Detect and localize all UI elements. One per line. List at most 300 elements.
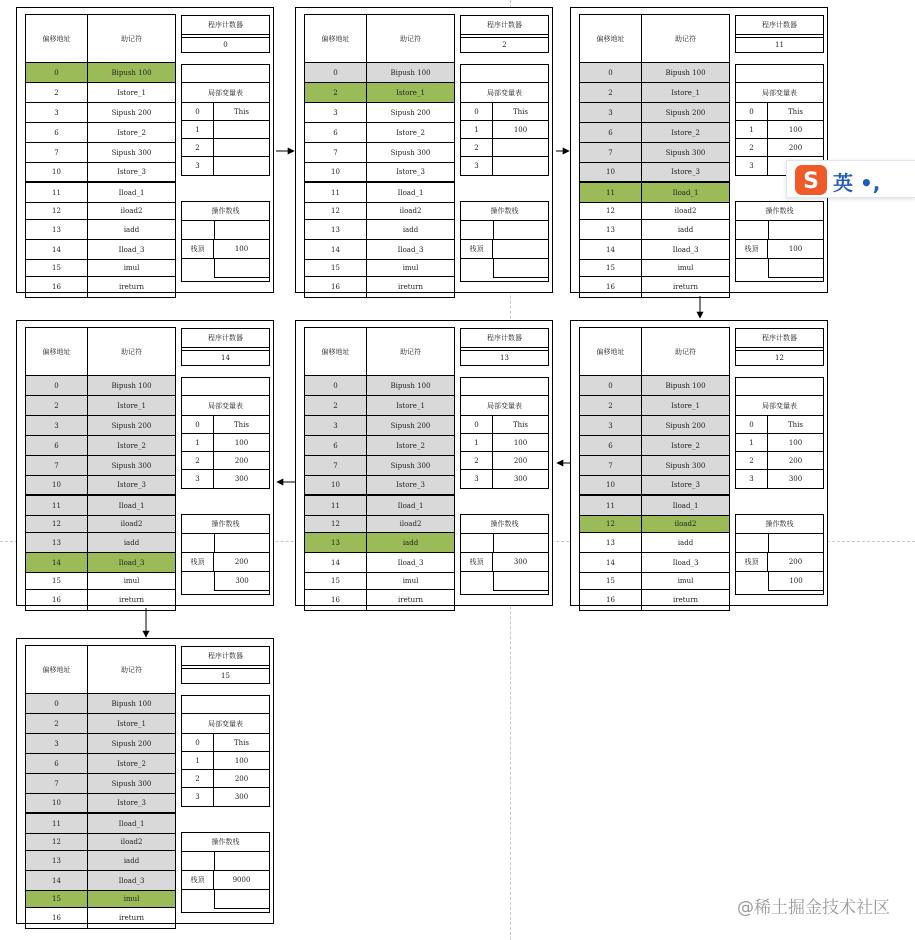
instruction-row	[26, 183, 175, 203]
instruction-mnemonic: imul	[402, 577, 419, 585]
local-slot-value: 200	[788, 456, 803, 465]
instruction-mnemonic: iadd	[367, 533, 454, 552]
instruction-row	[26, 734, 175, 754]
stack-top-label: 栈顶	[182, 552, 214, 572]
instruction-row	[580, 240, 729, 260]
instruction-offset: 15	[305, 260, 367, 276]
program-counter	[735, 15, 824, 53]
instruction-row	[305, 436, 454, 456]
stack-top-label: 栈顶	[182, 870, 214, 890]
svg-text:S: S	[803, 169, 819, 194]
instruction-mnemonic: imul	[88, 891, 175, 907]
operand-stack	[460, 514, 549, 595]
operand-stack-grid	[736, 534, 823, 595]
instruction-mnemonic: Istore_3	[396, 168, 425, 176]
header-mnemonic: 助记符	[121, 665, 142, 674]
local-variable-slot	[461, 121, 548, 139]
instruction-mnemonic: Istore_3	[88, 476, 175, 494]
instruction-offset: 10	[26, 476, 88, 494]
instruction-offset: 3	[26, 734, 88, 753]
local-slot-index: 0	[736, 103, 768, 120]
bytecode-header	[26, 328, 175, 376]
operand-stack	[460, 201, 549, 282]
instruction-row-current	[26, 553, 175, 573]
local-slot-index: 3	[736, 470, 768, 488]
local-variable-slot	[736, 452, 823, 470]
instruction-row	[580, 590, 729, 610]
instruction-offset: 3	[580, 416, 642, 435]
instruction-mnemonic: iload2	[674, 207, 697, 215]
stack-top-label: 栈顶	[461, 552, 493, 572]
instruction-mnemonic: Sipush 200	[390, 108, 431, 117]
instruction-row	[305, 573, 454, 590]
instruction-offset: 2	[305, 83, 367, 102]
instruction-row	[580, 163, 729, 183]
instruction-mnemonic: Sipush 200	[88, 734, 175, 753]
local-slot-value	[493, 139, 548, 156]
stack-slot-below: 100	[768, 571, 823, 591]
instruction-mnemonic: iload2	[367, 516, 454, 532]
local-slot-index: 0	[182, 734, 214, 751]
local-slot-value	[214, 139, 269, 156]
instruction-row	[26, 814, 175, 834]
operand-stack	[181, 514, 270, 595]
local-variable-table-top	[182, 378, 269, 396]
instruction-mnemonic: ireturn	[119, 596, 144, 604]
stack-frame-line	[493, 534, 494, 552]
instruction-offset: 2	[26, 396, 88, 415]
local-variable-table-title: 局部变量表	[461, 83, 548, 103]
instruction-offset: 15	[580, 573, 642, 589]
instruction-mnemonic: iload2	[399, 207, 422, 215]
instruction-mnemonic: Sipush 200	[111, 108, 152, 117]
instruction-offset: 0	[26, 63, 88, 82]
stack-frame-line	[214, 852, 215, 870]
instruction-row-current	[305, 83, 454, 103]
instruction-offset: 6	[305, 123, 367, 142]
instruction-offset: 16	[305, 277, 367, 297]
operand-stack-title: 操作数栈	[461, 202, 548, 221]
local-slot-index: 2	[182, 452, 214, 469]
instruction-mnemonic: Bipush 100	[642, 63, 729, 82]
instruction-offset: 3	[305, 103, 367, 122]
program-counter-title: 程序计数器	[182, 16, 269, 35]
bytecode-table	[579, 327, 730, 611]
instruction-row	[26, 83, 175, 103]
instruction-row	[580, 83, 729, 103]
instruction-row	[26, 714, 175, 734]
instruction-row	[305, 456, 454, 476]
instruction-mnemonic: ireturn	[398, 283, 423, 291]
program-counter	[735, 328, 824, 366]
local-slot-index: 1	[736, 434, 768, 451]
instruction-offset: 13	[26, 220, 88, 239]
instruction-row	[305, 590, 454, 610]
instruction-row	[26, 123, 175, 143]
local-slot-value: This	[512, 107, 528, 116]
instruction-row	[305, 123, 454, 143]
operand-stack	[181, 201, 270, 282]
local-slot-index: 2	[736, 139, 768, 156]
local-variable-table-top	[736, 378, 823, 396]
stack-top-label: 栈顶	[736, 239, 768, 259]
instruction-row	[305, 516, 454, 533]
stack-slot-top: 100	[214, 239, 269, 259]
program-counter-title: 程序计数器	[736, 329, 823, 348]
local-variable-slot	[182, 434, 269, 452]
local-variable-slot	[182, 416, 269, 434]
instruction-offset: 15	[305, 573, 367, 589]
header-mnemonic: 助记符	[675, 34, 696, 43]
instruction-mnemonic: Iload_3	[672, 558, 699, 567]
instruction-row	[26, 851, 175, 871]
local-variable-slot	[461, 103, 548, 121]
local-slot-value: 300	[788, 475, 803, 483]
instruction-row	[305, 496, 454, 516]
ime-mode-label[interactable]: 英 •,	[833, 171, 881, 195]
header-mnemonic: 助记符	[675, 347, 696, 356]
bytecode-header	[26, 15, 175, 63]
stack-slot-top: 200	[768, 552, 823, 572]
local-slot-value	[493, 157, 548, 175]
instruction-mnemonic: Bipush 100	[88, 694, 175, 713]
local-slot-value: This	[512, 420, 528, 429]
instruction-mnemonic: ireturn	[673, 283, 698, 291]
instruction-mnemonic: Istore_3	[88, 794, 175, 812]
instruction-row	[26, 163, 175, 183]
frame-step-pc-15	[16, 638, 274, 924]
instruction-mnemonic: Istore_1	[117, 88, 146, 97]
instruction-row	[26, 396, 175, 416]
instruction-mnemonic: iadd	[123, 225, 140, 234]
instruction-mnemonic: Iload_1	[88, 496, 175, 515]
instruction-row	[26, 794, 175, 814]
program-counter-title: 程序计数器	[461, 16, 548, 35]
stack-slot-top: 300	[493, 552, 548, 572]
local-variable-slot	[182, 470, 269, 488]
instruction-offset: 12	[580, 516, 642, 532]
local-slot-value: 200	[234, 774, 249, 783]
local-variable-table-title: 局部变量表	[461, 396, 548, 416]
instruction-offset: 3	[580, 103, 642, 122]
local-slot-index: 3	[182, 157, 214, 175]
program-counter-value: 12	[775, 354, 784, 362]
header-offset-address: 偏移地址	[26, 646, 88, 693]
instruction-offset: 16	[580, 590, 642, 610]
header-mnemonic: 助记符	[400, 347, 421, 356]
operand-stack-grid	[182, 534, 269, 595]
local-variable-slot	[182, 452, 269, 470]
instruction-mnemonic: Bipush 100	[642, 376, 729, 395]
instruction-offset: 6	[305, 436, 367, 455]
stack-top-label: 栈顶	[182, 239, 214, 259]
instruction-offset: 15	[26, 573, 88, 589]
local-variable-table-top	[182, 65, 269, 83]
instruction-row	[305, 416, 454, 436]
local-slot-value	[214, 157, 269, 175]
stack-slot-below	[493, 258, 548, 278]
instruction-mnemonic: Iload_3	[397, 245, 424, 254]
local-slot-value: 200	[513, 456, 528, 465]
instruction-mnemonic: Sipush 300	[642, 143, 729, 162]
program-counter-value: 14	[221, 354, 230, 362]
bytecode-table	[25, 645, 176, 929]
program-counter	[181, 15, 270, 53]
operand-stack-grid	[182, 221, 269, 282]
stack-frame-line	[214, 221, 215, 239]
operand-stack-title: 操作数栈	[736, 515, 823, 534]
operand-stack	[735, 514, 824, 595]
instruction-mnemonic: Iload_1	[118, 188, 145, 197]
instruction-offset: 6	[26, 123, 88, 142]
instruction-offset: 15	[26, 891, 88, 907]
instruction-mnemonic: Sipush 300	[390, 148, 431, 157]
local-variable-slot	[461, 452, 548, 470]
stack-slot-below	[493, 571, 548, 591]
local-slot-index: 3	[182, 470, 214, 488]
instruction-row	[26, 416, 175, 436]
instruction-mnemonic: Iload_1	[642, 183, 729, 202]
instruction-mnemonic: Istore_1	[642, 396, 729, 415]
instruction-row	[580, 396, 729, 416]
instruction-offset: 2	[305, 396, 367, 415]
stack-slot-top: 200	[214, 552, 269, 572]
instruction-mnemonic: imul	[123, 264, 140, 272]
instruction-mnemonic: Istore_1	[88, 714, 175, 733]
stack-frame-line	[493, 221, 494, 239]
program-counter-title: 程序计数器	[461, 329, 548, 348]
local-slot-value: 100	[234, 756, 249, 765]
instruction-offset: 12	[26, 516, 88, 532]
instruction-offset: 7	[580, 456, 642, 475]
instruction-offset: 14	[26, 240, 88, 259]
operand-stack-title: 操作数栈	[182, 515, 269, 534]
instruction-offset: 2	[580, 396, 642, 415]
local-slot-index: 0	[182, 103, 214, 120]
instruction-mnemonic: ireturn	[673, 596, 698, 604]
instruction-mnemonic: Sipush 300	[88, 774, 175, 793]
instruction-row	[305, 220, 454, 240]
instruction-mnemonic: Istore_3	[117, 168, 146, 176]
instruction-mnemonic: Sipush 300	[367, 456, 454, 475]
instruction-row	[26, 456, 175, 476]
local-variable-table	[181, 695, 270, 807]
local-slot-value	[214, 121, 269, 138]
local-variable-slot	[736, 139, 823, 157]
instruction-row-current	[580, 183, 729, 203]
local-slot-index: 3	[461, 470, 493, 488]
local-variable-slot	[182, 734, 269, 752]
watermark: @稀土掘金技术社区	[737, 898, 890, 918]
instruction-row-current	[580, 516, 729, 533]
local-variable-slot	[182, 139, 269, 157]
local-variable-table-top	[736, 65, 823, 83]
local-variable-table	[735, 377, 824, 489]
instruction-mnemonic: Istore_2	[367, 436, 454, 455]
local-variable-table-title: 局部变量表	[182, 714, 269, 734]
operand-stack-grid	[461, 534, 548, 595]
instruction-offset: 14	[305, 240, 367, 259]
local-slot-value: 100	[788, 125, 803, 134]
instruction-mnemonic: Istore_1	[367, 396, 454, 415]
local-variable-slot	[461, 157, 548, 175]
instruction-mnemonic: Sipush 200	[367, 416, 454, 435]
local-slot-index: 2	[736, 452, 768, 469]
sogou-logo-icon	[795, 165, 827, 195]
instruction-row	[305, 553, 454, 573]
instruction-offset: 0	[305, 376, 367, 395]
instruction-offset: 0	[580, 376, 642, 395]
program-counter	[181, 646, 270, 684]
local-variable-slot	[182, 157, 269, 175]
instruction-row	[26, 754, 175, 774]
instruction-row	[26, 834, 175, 851]
instruction-row	[26, 516, 175, 533]
instruction-row	[26, 774, 175, 794]
instruction-row	[26, 376, 175, 396]
instruction-offset: 14	[580, 240, 642, 259]
instruction-row	[305, 103, 454, 123]
ime-toolbar[interactable]	[786, 160, 915, 198]
instruction-offset: 11	[580, 496, 642, 515]
instruction-mnemonic: Istore_2	[117, 128, 146, 137]
local-slot-index: 1	[736, 121, 768, 138]
instruction-row	[580, 277, 729, 297]
program-counter-value: 0	[223, 41, 228, 49]
local-slot-value: 300	[234, 475, 249, 483]
program-counter-title: 程序计数器	[182, 647, 269, 666]
local-variable-table-title: 局部变量表	[182, 83, 269, 103]
local-variable-slot	[461, 434, 548, 452]
instruction-row-current	[26, 891, 175, 908]
operand-stack-title: 操作数栈	[461, 515, 548, 534]
instruction-mnemonic: Istore_1	[367, 83, 454, 102]
instruction-offset: 7	[580, 143, 642, 162]
local-variable-table-title: 局部变量表	[736, 396, 823, 416]
local-slot-index: 2	[461, 452, 493, 469]
instruction-row	[26, 496, 175, 516]
instruction-row	[26, 143, 175, 163]
instruction-mnemonic: Bipush 100	[88, 376, 175, 395]
operand-stack	[735, 201, 824, 282]
instruction-offset: 2	[26, 714, 88, 733]
stack-slot-below	[214, 889, 269, 909]
local-variable-slot	[736, 103, 823, 121]
local-slot-value: 300	[234, 793, 249, 801]
instruction-row	[305, 163, 454, 183]
instruction-row	[305, 240, 454, 260]
stack-slot-top: 100	[768, 239, 823, 259]
instruction-row	[26, 436, 175, 456]
local-slot-value: This	[233, 420, 249, 429]
instruction-mnemonic: Bipush 100	[367, 376, 454, 395]
instruction-offset: 0	[305, 63, 367, 82]
local-slot-index: 2	[461, 139, 493, 156]
instruction-row	[26, 590, 175, 610]
instruction-mnemonic: iadd	[88, 533, 175, 552]
local-slot-index: 3	[736, 157, 768, 175]
instruction-mnemonic: iload2	[120, 207, 143, 215]
local-slot-index: 3	[182, 788, 214, 806]
instruction-row	[580, 203, 729, 220]
bytecode-table	[579, 14, 730, 298]
instruction-row	[580, 436, 729, 456]
instruction-row	[26, 908, 175, 928]
program-counter-title: 程序计数器	[182, 329, 269, 348]
stack-top-label: 栈顶	[461, 239, 493, 259]
instruction-offset: 6	[580, 123, 642, 142]
instruction-row	[305, 277, 454, 297]
local-slot-value: 300	[513, 475, 528, 483]
instruction-mnemonic: imul	[677, 577, 694, 585]
instruction-offset: 11	[580, 183, 642, 202]
bytecode-table	[25, 14, 176, 298]
instruction-row	[305, 396, 454, 416]
program-counter-value: 11	[775, 41, 784, 49]
instruction-row	[580, 533, 729, 553]
instruction-row	[580, 260, 729, 277]
instruction-row	[580, 376, 729, 396]
instruction-offset: 14	[305, 553, 367, 572]
header-offset-address: 偏移地址	[26, 15, 88, 62]
instruction-mnemonic: Istore_2	[642, 123, 729, 142]
instruction-offset: 15	[580, 260, 642, 276]
stack-slot-below	[768, 258, 823, 278]
frame-step-pc-11	[570, 7, 828, 293]
instruction-mnemonic: Iload_3	[118, 245, 145, 254]
instruction-row	[26, 203, 175, 220]
instruction-row	[26, 240, 175, 260]
instruction-offset: 11	[26, 183, 88, 202]
local-variable-slot	[182, 121, 269, 139]
instruction-offset: 13	[305, 533, 367, 552]
instruction-offset: 14	[580, 553, 642, 572]
local-slot-index: 0	[461, 103, 493, 120]
instruction-row	[580, 456, 729, 476]
instruction-offset: 7	[305, 143, 367, 162]
frame-step-pc-14	[16, 320, 274, 606]
local-variable-slot	[182, 788, 269, 806]
instruction-row	[26, 573, 175, 590]
bytecode-table	[25, 327, 176, 611]
instruction-mnemonic: Istore_1	[88, 396, 175, 415]
instruction-mnemonic: Sipush 200	[88, 416, 175, 435]
local-variable-table	[460, 377, 549, 489]
instruction-mnemonic: ireturn	[398, 596, 423, 604]
instruction-offset: 16	[580, 277, 642, 297]
instruction-mnemonic: Iload_1	[397, 188, 424, 197]
instruction-mnemonic: Bipush 100	[367, 63, 454, 82]
instruction-mnemonic: iadd	[677, 538, 694, 547]
instruction-offset: 11	[305, 496, 367, 515]
header-mnemonic: 助记符	[400, 34, 421, 43]
instruction-mnemonic: Iload_3	[672, 245, 699, 254]
local-variable-slot	[736, 434, 823, 452]
instruction-mnemonic: Istore_2	[642, 436, 729, 455]
instruction-offset: 3	[26, 416, 88, 435]
instruction-offset: 12	[305, 516, 367, 532]
frame-step-pc-12	[570, 320, 828, 606]
program-counter	[460, 15, 549, 53]
instruction-offset: 13	[580, 533, 642, 552]
local-variable-table-top	[461, 65, 548, 83]
instruction-mnemonic: Istore_2	[396, 128, 425, 137]
instruction-mnemonic: Sipush 200	[642, 416, 729, 435]
local-slot-value: 100	[788, 438, 803, 447]
local-slot-index: 1	[182, 121, 214, 138]
local-variable-slot	[736, 470, 823, 488]
instruction-offset: 15	[26, 260, 88, 276]
